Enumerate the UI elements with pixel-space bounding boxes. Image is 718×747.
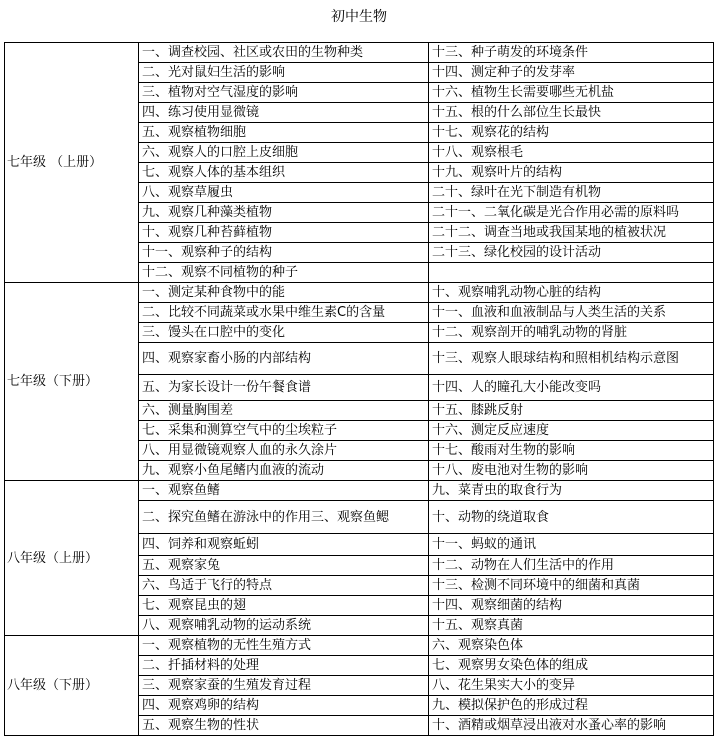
table-row (139, 343, 713, 375)
experiment-cell: 五、观察生物的性状 (139, 716, 429, 735)
experiment-cell: 七、观察男女染色体的组成 (432, 658, 589, 673)
grade-label: 八年级（上册） (5, 481, 139, 635)
table-row (139, 263, 713, 282)
table-row (139, 421, 713, 441)
experiment-cell: 十二、动物在人们生活中的作用 (432, 558, 615, 573)
experiment-cell: 十三、观察人眼球结构和照相机结构示意图 (432, 351, 680, 366)
experiment-cell: 十四、测定种子的发芽率 (432, 65, 576, 80)
experiment-cell: 九、菜青虫的取食行为 (432, 483, 563, 498)
table-row (139, 696, 713, 716)
experiment-cell: 三、观察家蚕的生殖发育过程 (139, 676, 429, 695)
experiment-cell: 一、观察植物的无性生殖方式 (139, 636, 429, 655)
table-row (139, 323, 713, 343)
experiment-cell: 二十三、绿化校园的设计活动 (432, 245, 602, 260)
experiment-cell: 一、调查校园、社区或农田的生物种类 (139, 43, 429, 62)
experiment-cell: 十、观察哺乳动物心脏的结构 (432, 285, 602, 300)
experiment-cell: 十、动物的绕道取食 (432, 509, 550, 525)
experiment-cell: 二、扦插材料的处理 (139, 656, 429, 675)
experiment-cell: 十三、种子萌发的环境条件 (432, 45, 589, 60)
experiment-cell: 七、观察人体的基本组织 (139, 163, 429, 182)
experiment-cell: 十、观察几种苔藓植物 (139, 223, 429, 242)
experiment-cell: 八、花生果实大小的变异 (432, 678, 576, 693)
experiment-cell: 十八、观察根毛 (432, 145, 524, 160)
experiment-cell: 六、测量胸围差 (139, 401, 429, 420)
experiment-cell: 四、观察鸡卵的结构 (139, 696, 429, 715)
table-row (139, 203, 713, 223)
table-row (139, 616, 713, 635)
experiment-cell: 九、模拟保护色的形成过程 (432, 698, 589, 713)
experiment-cell: 十一、蚂蚁的通讯 (432, 537, 537, 552)
experiments-table (4, 42, 714, 736)
table-row (139, 401, 713, 421)
grade-label: 七年级 （上册） (5, 43, 139, 282)
table-row (139, 636, 713, 656)
experiment-cell: 十四、人的瞳孔大小能改变吗 (432, 380, 602, 395)
table-row (139, 481, 713, 501)
table-row (139, 223, 713, 243)
table-row (139, 43, 713, 63)
experiment-cell: 四、练习使用显微镜 (139, 103, 429, 122)
experiment-cell: 二十一、二氧化碳是光合作用必需的原料吗 (432, 205, 680, 220)
table-row (139, 596, 713, 616)
experiment-cell: 八、观察草履虫 (139, 183, 429, 202)
experiment-cell: 六、鸟适于飞行的特点 (139, 576, 429, 595)
table-row (139, 143, 713, 163)
grade-section (5, 283, 713, 481)
experiment-cell: 二、比较不同蔬菜或水果中维生素C的含量 (139, 303, 429, 322)
grade-section (5, 636, 713, 735)
experiment-cell: 三、馒头在口腔中的变化 (139, 323, 429, 342)
grade-label: 七年级（下册） (5, 283, 139, 480)
experiment-cell: 十九、观察叶片的结构 (432, 165, 563, 180)
table-row (139, 103, 713, 123)
experiment-cell: 十三、检测不同环境中的细菌和真菌 (432, 578, 641, 593)
experiment-cell: 四、饲养和观察蚯蚓 (139, 534, 429, 555)
experiment-cell: 十八、废电池对生物的影响 (432, 463, 589, 478)
table-row (139, 123, 713, 143)
table-row (139, 243, 713, 263)
table-row (139, 283, 713, 303)
experiment-cell: 十六、植物生长需要哪些无机盐 (432, 85, 615, 100)
table-row (139, 461, 713, 480)
experiment-cell: 二、探究鱼鳍在游泳中的作用三、观察鱼鳃 (139, 501, 429, 533)
experiment-cell: 二十二、调查当地或我国某地的植被状况 (432, 225, 667, 240)
experiment-cell: 十七、酸雨对生物的影响 (432, 443, 576, 458)
experiment-cell: 十七、观察花的结构 (432, 125, 550, 140)
experiment-cell: 一、观察鱼鳍 (139, 481, 429, 500)
experiment-cell (429, 263, 713, 282)
experiment-cell: 十五、根的什么部位生长最快 (432, 105, 602, 120)
experiment-cell: 三、植物对空气湿度的影响 (139, 83, 429, 102)
experiment-cell: 十六、测定反应速度 (432, 423, 550, 438)
experiment-cell: 五、观察植物细胞 (139, 123, 429, 142)
experiment-cell: 四、观察家畜小肠的内部结构 (139, 343, 429, 374)
experiment-cell: 六、观察染色体 (432, 638, 524, 653)
table-row (139, 303, 713, 323)
table-row (139, 716, 713, 735)
table-row (139, 676, 713, 696)
table-row (139, 576, 713, 596)
grade-section (5, 43, 713, 283)
experiment-cell: 七、观察昆虫的翅 (139, 596, 429, 615)
table-row (139, 556, 713, 576)
table-row (139, 83, 713, 103)
experiment-cell: 八、用显微镜观察人血的永久涂片 (139, 441, 429, 460)
grade-section (5, 481, 713, 636)
experiment-cell: 二十、绿叶在光下制造有机物 (432, 185, 602, 200)
experiment-cell: 十二、观察不同植物的种子 (139, 263, 429, 282)
experiment-cell: 十一、血液和血液制品与人类生活的关系 (432, 305, 667, 320)
table-row (139, 63, 713, 83)
experiment-cell: 十一、观察种子的结构 (139, 243, 429, 262)
experiment-cell: 十四、观察细菌的结构 (432, 598, 563, 613)
page-title: 初中生物 (331, 9, 387, 25)
table-row (139, 183, 713, 203)
experiment-cell: 九、观察小鱼尾鳍内血液的流动 (139, 461, 429, 480)
table-row (139, 441, 713, 461)
table-row (139, 163, 713, 183)
experiment-cell: 七、采集和测算空气中的尘埃粒子 (139, 421, 429, 440)
table-row (139, 375, 713, 401)
experiment-cell: 八、观察哺乳动物的运动系统 (139, 616, 429, 635)
experiment-cell: 十二、观察剖开的哺乳动物的肾脏 (432, 325, 628, 340)
experiment-cell: 十五、观察真菌 (432, 618, 524, 633)
table-row (139, 656, 713, 676)
experiment-cell: 六、观察人的口腔上皮细胞 (139, 143, 429, 162)
experiment-cell: 二、光对鼠妇生活的影响 (139, 63, 429, 82)
grade-label: 八年级（下册） (5, 636, 139, 735)
experiment-cell: 一、测定某种食物中的能 (139, 283, 429, 302)
table-row (139, 501, 713, 534)
experiment-cell: 十、酒精或烟草浸出液对水蚤心率的影响 (432, 718, 667, 733)
experiment-cell: 五、为家长设计一份午餐食谱 (139, 375, 429, 400)
table-row (139, 534, 713, 556)
experiment-cell: 五、观察家兔 (139, 556, 429, 575)
experiment-cell: 十五、膝跳反射 (432, 403, 524, 418)
experiment-cell: 九、观察几种藻类植物 (139, 203, 429, 222)
